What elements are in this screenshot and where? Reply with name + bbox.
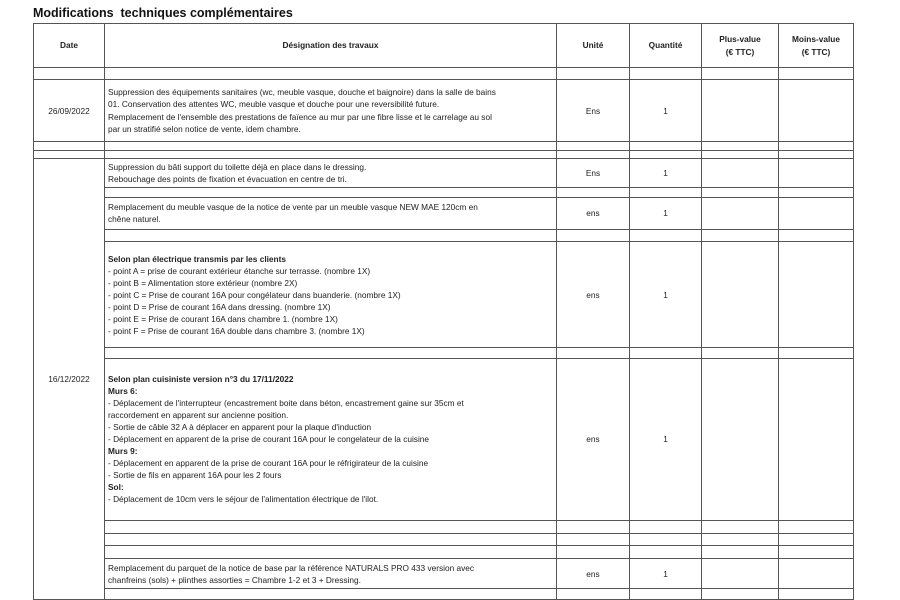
plus-value-cell <box>702 198 779 229</box>
designation-heading: Selon plan électrique transmis par les clients <box>108 253 286 264</box>
header-plus-value-label: Plus-value <box>719 34 761 45</box>
designation-cell <box>105 198 557 229</box>
header-unit: Unité <box>557 24 630 68</box>
designation-line: Suppression des équipements sanitaires (wc, meuble vasque, douche et baignoire) dans la salle de bains <box>108 87 496 98</box>
designation-line: 01. Conservation des attentes WC, meuble vasque et douche pour une reversibilité future. <box>108 99 440 110</box>
designation-line: Rebouchage des points de fixation et évacuation en centre de tri. <box>108 173 347 184</box>
designation-line: - Déplacement en apparent de la prise de courant 16A pour le congelateur de la cuisine <box>108 434 430 445</box>
designation-line: - point E = Prise de courant 16A dans chambre 1. (nombre 1X) <box>108 313 338 324</box>
designation-subheading: Murs 9: <box>108 446 138 457</box>
works-table <box>33 23 854 600</box>
spacer-row <box>34 229 854 242</box>
table-row <box>34 159 854 187</box>
unit-cell: ens <box>557 558 630 588</box>
moins-value-cell <box>779 198 854 229</box>
quantity-cell: 1 <box>630 242 702 348</box>
designation-line: Suppression du bâti support du toilette déjà en place dans le dressing. <box>108 161 367 172</box>
moins-value-cell <box>779 159 854 187</box>
moins-value-cell <box>779 79 854 142</box>
header-designation: Désignation des travaux <box>105 24 557 68</box>
designation-cell <box>105 159 557 187</box>
designation-cell <box>105 358 557 521</box>
moins-value-cell <box>779 242 854 348</box>
spacer-row <box>34 68 854 80</box>
designation-cell <box>105 242 557 348</box>
designation-line: - Déplacement en apparent de la prise de courant 16A pour le réfrigirateur de la cuisine <box>108 458 429 469</box>
unit-cell: ens <box>557 358 630 521</box>
designation-line: par un stratifié selon notice de vente, idem chambre. <box>108 123 301 134</box>
designation-heading: Selon plan cuisiniste version n°3 du 17/11/2022 <box>108 374 294 385</box>
designation-line: - Sortie de câble 32 A à déplacer en apparent pour la plaque d'induction <box>108 422 372 433</box>
designation-line: - point B = Alimentation store extérieur (nombre 2X) <box>108 277 298 288</box>
unit-cell: Ens <box>557 79 630 142</box>
designation-subheading: Sol: <box>108 482 124 493</box>
designation-line: - point D = Prise de courant 16A dans dressing. (nombre 1X) <box>108 301 331 312</box>
spacer-row <box>34 142 854 150</box>
designation-line: chêne naturel. <box>108 214 161 225</box>
designation-cell <box>105 79 557 142</box>
designation-line: - point F = Prise de courant 16A double dans chambre 3. (nombre 1X) <box>108 325 365 336</box>
table-row <box>34 358 854 521</box>
spacer-row <box>34 546 854 559</box>
unit-cell: Ens <box>557 159 630 187</box>
header-plus-value-unit: (€ TTC) <box>725 46 755 57</box>
quantity-cell: 1 <box>630 198 702 229</box>
table-row <box>34 198 854 229</box>
date-cell: 16/12/2022 <box>34 159 105 600</box>
plus-value-cell <box>702 159 779 187</box>
header-plus-value <box>702 24 779 68</box>
designation-line: Remplacement du parquet de la notice de base par la référence NATURALS PRO 433 version avec <box>108 562 475 573</box>
header-date: Date <box>34 24 105 68</box>
moins-value-cell <box>779 358 854 521</box>
date-cell: 26/09/2022 <box>34 79 105 142</box>
moins-value-cell <box>779 558 854 588</box>
unit-cell: ens <box>557 198 630 229</box>
header-moins-value <box>779 24 854 68</box>
designation-line: - Déplacement de 10cm vers le séjour de l'alimentation électrique de l'ilot. <box>108 494 379 505</box>
plus-value-cell <box>702 558 779 588</box>
designation-line: raccordement en apparent sur ancienne position. <box>108 410 289 421</box>
designation-line: - Déplacement de l'interrupteur (encastrement boite dans béton, encastrement gaine sur 35cm et <box>108 398 464 409</box>
table-row <box>34 558 854 588</box>
designation-line: - Sortie de fils en apparent 16A pour les 2 fours <box>108 470 282 481</box>
designation-line: chanfreins (sols) + plinthes assorties = Chambre 1-2 et 3 + Dressing. <box>108 574 361 585</box>
spacer-row <box>34 348 854 358</box>
unit-cell: ens <box>557 242 630 348</box>
designation-line: - point C = Prise de courant 16A pour congélateur dans buanderie. (nombre 1X) <box>108 289 401 300</box>
quantity-cell: 1 <box>630 358 702 521</box>
header-moins-value-label: Moins-value <box>792 34 840 45</box>
quantity-cell: 1 <box>630 558 702 588</box>
designation-subheading: Murs 6: <box>108 386 138 397</box>
spacer-row <box>34 533 854 546</box>
header-row <box>34 24 854 68</box>
header-moins-value-unit: (€ TTC) <box>801 46 831 57</box>
spacer-row <box>34 589 854 600</box>
spacer-row <box>34 187 854 197</box>
designation-line: Remplacement du meuble vasque de la notice de vente par un meuble vasque NEW MAE 120cm en <box>108 202 478 213</box>
plus-value-cell <box>702 358 779 521</box>
document-title: Modifications techniques complémentaires <box>33 6 293 20</box>
designation-line: - point A = prise de courant extérieur étanche sur terrasse. (nombre 1X) <box>108 265 371 276</box>
spacer-row <box>34 150 854 158</box>
plus-value-cell <box>702 79 779 142</box>
designation-cell <box>105 558 557 588</box>
table-row <box>34 242 854 348</box>
table-row <box>34 79 854 142</box>
spacer-row <box>34 521 854 534</box>
quantity-cell: 1 <box>630 79 702 142</box>
quantity-cell: 1 <box>630 159 702 187</box>
header-quantity: Quantité <box>630 24 702 68</box>
plus-value-cell <box>702 242 779 348</box>
designation-line: Remplacement de l'ensemble des prestations de faïence au mur par une fibre lisse et le carrelage au sol <box>108 111 492 122</box>
